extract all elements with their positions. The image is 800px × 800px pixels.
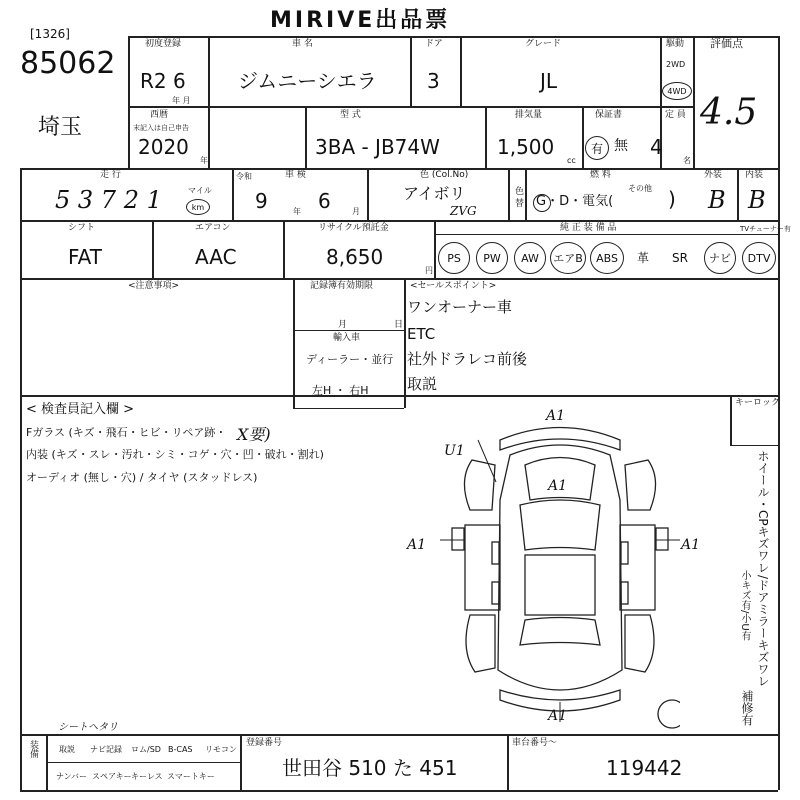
- footer-equip-label: 装備: [28, 740, 38, 758]
- footer-item-bcas: B-CAS: [168, 745, 193, 754]
- first-reg-value: R2 6: [140, 69, 186, 93]
- name-label: 車 名: [292, 39, 313, 49]
- fuel-close-paren: ): [668, 187, 676, 211]
- caution-label: <注意事項>: [128, 281, 180, 291]
- form-title: MIRIVE出品票: [270, 8, 451, 33]
- year-label: 西暦: [150, 110, 169, 120]
- record-month-label: 月: [338, 320, 348, 330]
- footer-item-number: ナンバー: [56, 772, 88, 781]
- score-label: 評価点: [710, 37, 743, 50]
- displacement-value: 1,500: [497, 135, 555, 159]
- inspection-month: 6: [318, 189, 331, 213]
- drive-2wd: 2WD: [666, 60, 686, 69]
- inspection-year: 9: [255, 189, 268, 213]
- sales-point-2: ETC: [407, 325, 436, 343]
- tuner-label: TVチューナー有: [740, 225, 791, 233]
- key-lock-label: キーロック: [735, 398, 780, 408]
- shift-label: シフト: [68, 223, 96, 233]
- inspection-line1-note: X要): [237, 425, 271, 444]
- equip-airbag: [550, 242, 586, 274]
- color-change-label: 色 替: [513, 186, 523, 207]
- car-name-value: ジムニーシエラ: [238, 69, 377, 93]
- equipment-label: 純 正 装 備 品: [560, 223, 617, 233]
- fender-front-left: [464, 460, 495, 510]
- warranty-yes-text: 有: [590, 141, 603, 156]
- fuel-other: その他: [628, 184, 652, 193]
- record-day-label: 日: [394, 320, 404, 330]
- mileage-value: 5 3 7 2 1: [55, 186, 162, 214]
- sales-point-1: ワンオーナー車: [407, 298, 513, 316]
- displacement-unit: cc: [567, 156, 576, 165]
- model-value: 3BA - JB74W: [315, 135, 440, 159]
- door-label: ドア: [425, 39, 443, 49]
- mileage-unit-km-circled: [186, 199, 210, 215]
- sales-point-3: 社外ドラレコ前後: [407, 350, 528, 368]
- chassis-value: 119442: [606, 756, 683, 780]
- grade-label: グレード: [525, 39, 562, 49]
- damage-mark-left: A1: [407, 537, 427, 553]
- equip-airbag-text: エアB: [553, 252, 583, 265]
- damage-mark-front: A1: [546, 408, 566, 424]
- inspection-line3: オーディオ (無し・穴) / タイヤ (スタッドレス): [26, 471, 258, 484]
- recycle-unit: 円: [425, 266, 433, 275]
- fender-rear-right: [625, 615, 654, 672]
- year-value: 2020: [138, 135, 189, 159]
- equip-dtv: [742, 242, 776, 274]
- handle-left: [492, 542, 499, 564]
- footer-item-spare-key: スペアキー: [92, 772, 132, 781]
- color-code: ZVG: [450, 204, 477, 218]
- grade-value: JL: [540, 69, 558, 93]
- ac-label: エアコン: [195, 223, 231, 233]
- mirror-right: [656, 528, 668, 550]
- footer-item-manual: 取説: [59, 745, 75, 754]
- side-note-1: ホイール・CPキズワレ: [756, 450, 770, 574]
- front-bumper: [500, 428, 620, 451]
- damage-mark-right: A1: [681, 537, 701, 553]
- prefecture: 埼玉: [38, 115, 83, 140]
- handle-right: [621, 542, 628, 564]
- capacity-unit: 名: [683, 156, 691, 165]
- sales-point-4: 取説: [407, 375, 438, 393]
- plate-value: 世田谷 510 た 451: [282, 756, 458, 780]
- side-note-3: /ドアミラーキズワレ: [756, 575, 770, 688]
- fender-rear-left: [466, 615, 495, 672]
- equip-pw-text: PW: [483, 251, 501, 265]
- door-right: [620, 525, 655, 610]
- step-right: [621, 582, 628, 604]
- recycle-label: リサイクル預託金: [318, 223, 389, 233]
- mirror-left: [452, 528, 464, 550]
- fuel-value: G・D・電気(: [536, 194, 614, 209]
- dealer-label: ディーラー・並行: [306, 353, 394, 366]
- fender-front-right: [625, 460, 656, 510]
- roof: [525, 555, 595, 615]
- equip-navi: [704, 242, 736, 274]
- equip-dtv-text: DTV: [747, 251, 771, 265]
- recycle-value: 8,650: [326, 245, 384, 269]
- sales-label: <セールスポイント>: [410, 281, 497, 291]
- mileage-label: 走 行: [100, 170, 121, 180]
- equip-ps: [438, 242, 470, 274]
- vehicle-diagram: [440, 410, 680, 730]
- side-note-2: 小キズ有/小U有: [739, 570, 750, 641]
- warranty-no: 無: [614, 138, 628, 154]
- interior-label: 内装: [745, 170, 764, 180]
- inspection-label: 車 検: [285, 170, 306, 180]
- chassis-label: 車台番号〜: [512, 738, 558, 748]
- displacement-label: 排気量: [515, 110, 543, 120]
- inspection-title: < 検査員記入欄 >: [26, 402, 135, 417]
- warranty-yes-circled: [585, 136, 609, 160]
- door-left: [465, 525, 500, 610]
- footer-item-remote: リモコン: [205, 745, 237, 754]
- equip-aw-text: AW: [521, 251, 539, 265]
- ac-value: AAC: [195, 245, 237, 269]
- footer-item-keyless: キーレス: [131, 772, 163, 781]
- plate-label: 登録番号: [246, 738, 283, 748]
- drive-label: 駆動: [666, 39, 685, 49]
- footer-item-smart-key: スマートキー: [167, 772, 215, 781]
- handle-label: 左H ・ 右H: [312, 384, 369, 397]
- door-value: 3: [427, 69, 440, 93]
- damage-mark-hood: A1: [548, 478, 568, 494]
- side-note-4: 補修有: [740, 690, 754, 726]
- lot-code: [1326]: [30, 27, 70, 41]
- step-left: [492, 582, 499, 604]
- drive-4wd-circled: [662, 82, 692, 100]
- inspection-prefix: 令和: [236, 172, 252, 181]
- rear-window: [520, 618, 600, 646]
- inspection-year-unit: 年: [293, 207, 301, 216]
- warranty-label: 保証書: [595, 110, 623, 120]
- year-sublabel: 末記入は自己申告: [133, 124, 189, 132]
- equip-abs-text: ABS: [596, 251, 618, 265]
- exterior-value: B: [708, 186, 726, 214]
- year-month-unit: 年 月: [172, 96, 191, 105]
- shift-value: FAT: [68, 245, 103, 269]
- lot-number: 85062: [20, 46, 116, 81]
- inspection-line1: Fガラス (キズ・飛石・ヒビ・リペア跡・: [26, 426, 227, 439]
- equip-sunroof: SR: [672, 251, 688, 265]
- import-label: 輸入車: [333, 333, 361, 343]
- equip-navi-text: ナビ: [709, 252, 731, 265]
- exterior-label: 外装: [704, 170, 723, 180]
- color-label: 色 (Col.No): [420, 170, 469, 180]
- record-label: 記録簿有効期限: [310, 281, 374, 291]
- score-value: 4.5: [700, 92, 758, 133]
- equip-leather: 革: [637, 251, 650, 265]
- footer-item-navi-record: ナビ記録: [90, 745, 122, 754]
- spare-tire: [658, 700, 680, 728]
- equip-pw: [476, 242, 508, 274]
- mileage-unit-mile: マイル: [188, 186, 212, 195]
- damage-mark-rear: A1: [548, 708, 568, 724]
- equip-ps-text: PS: [447, 251, 461, 265]
- capacity-value: 4: [650, 135, 663, 159]
- model-label: 型 式: [340, 110, 361, 120]
- footer-item-rom-sd: ロム/SD: [131, 745, 161, 754]
- interior-value: B: [748, 186, 766, 214]
- fuel-label: 燃 料: [590, 170, 611, 180]
- inspection-month-unit: 月: [352, 207, 360, 216]
- windshield: [520, 500, 600, 550]
- year-unit: 年: [200, 156, 208, 165]
- equip-abs: [590, 242, 624, 274]
- capacity-label: 定 員: [665, 110, 686, 120]
- mileage-unit-km-text: km: [191, 202, 205, 212]
- color-value: アイボリ: [403, 184, 466, 203]
- inspection-line2: 内装 (キズ・スレ・汚れ・シミ・コゲ・穴・凹・破れ・割れ): [26, 448, 324, 461]
- drive-4wd-text: 4WD: [667, 86, 687, 96]
- seat-note: シートヘタリ: [58, 722, 118, 733]
- equip-aw: [514, 242, 546, 274]
- first-reg-label: 初度登録: [145, 39, 182, 49]
- damage-mark-u1: U1: [444, 443, 465, 459]
